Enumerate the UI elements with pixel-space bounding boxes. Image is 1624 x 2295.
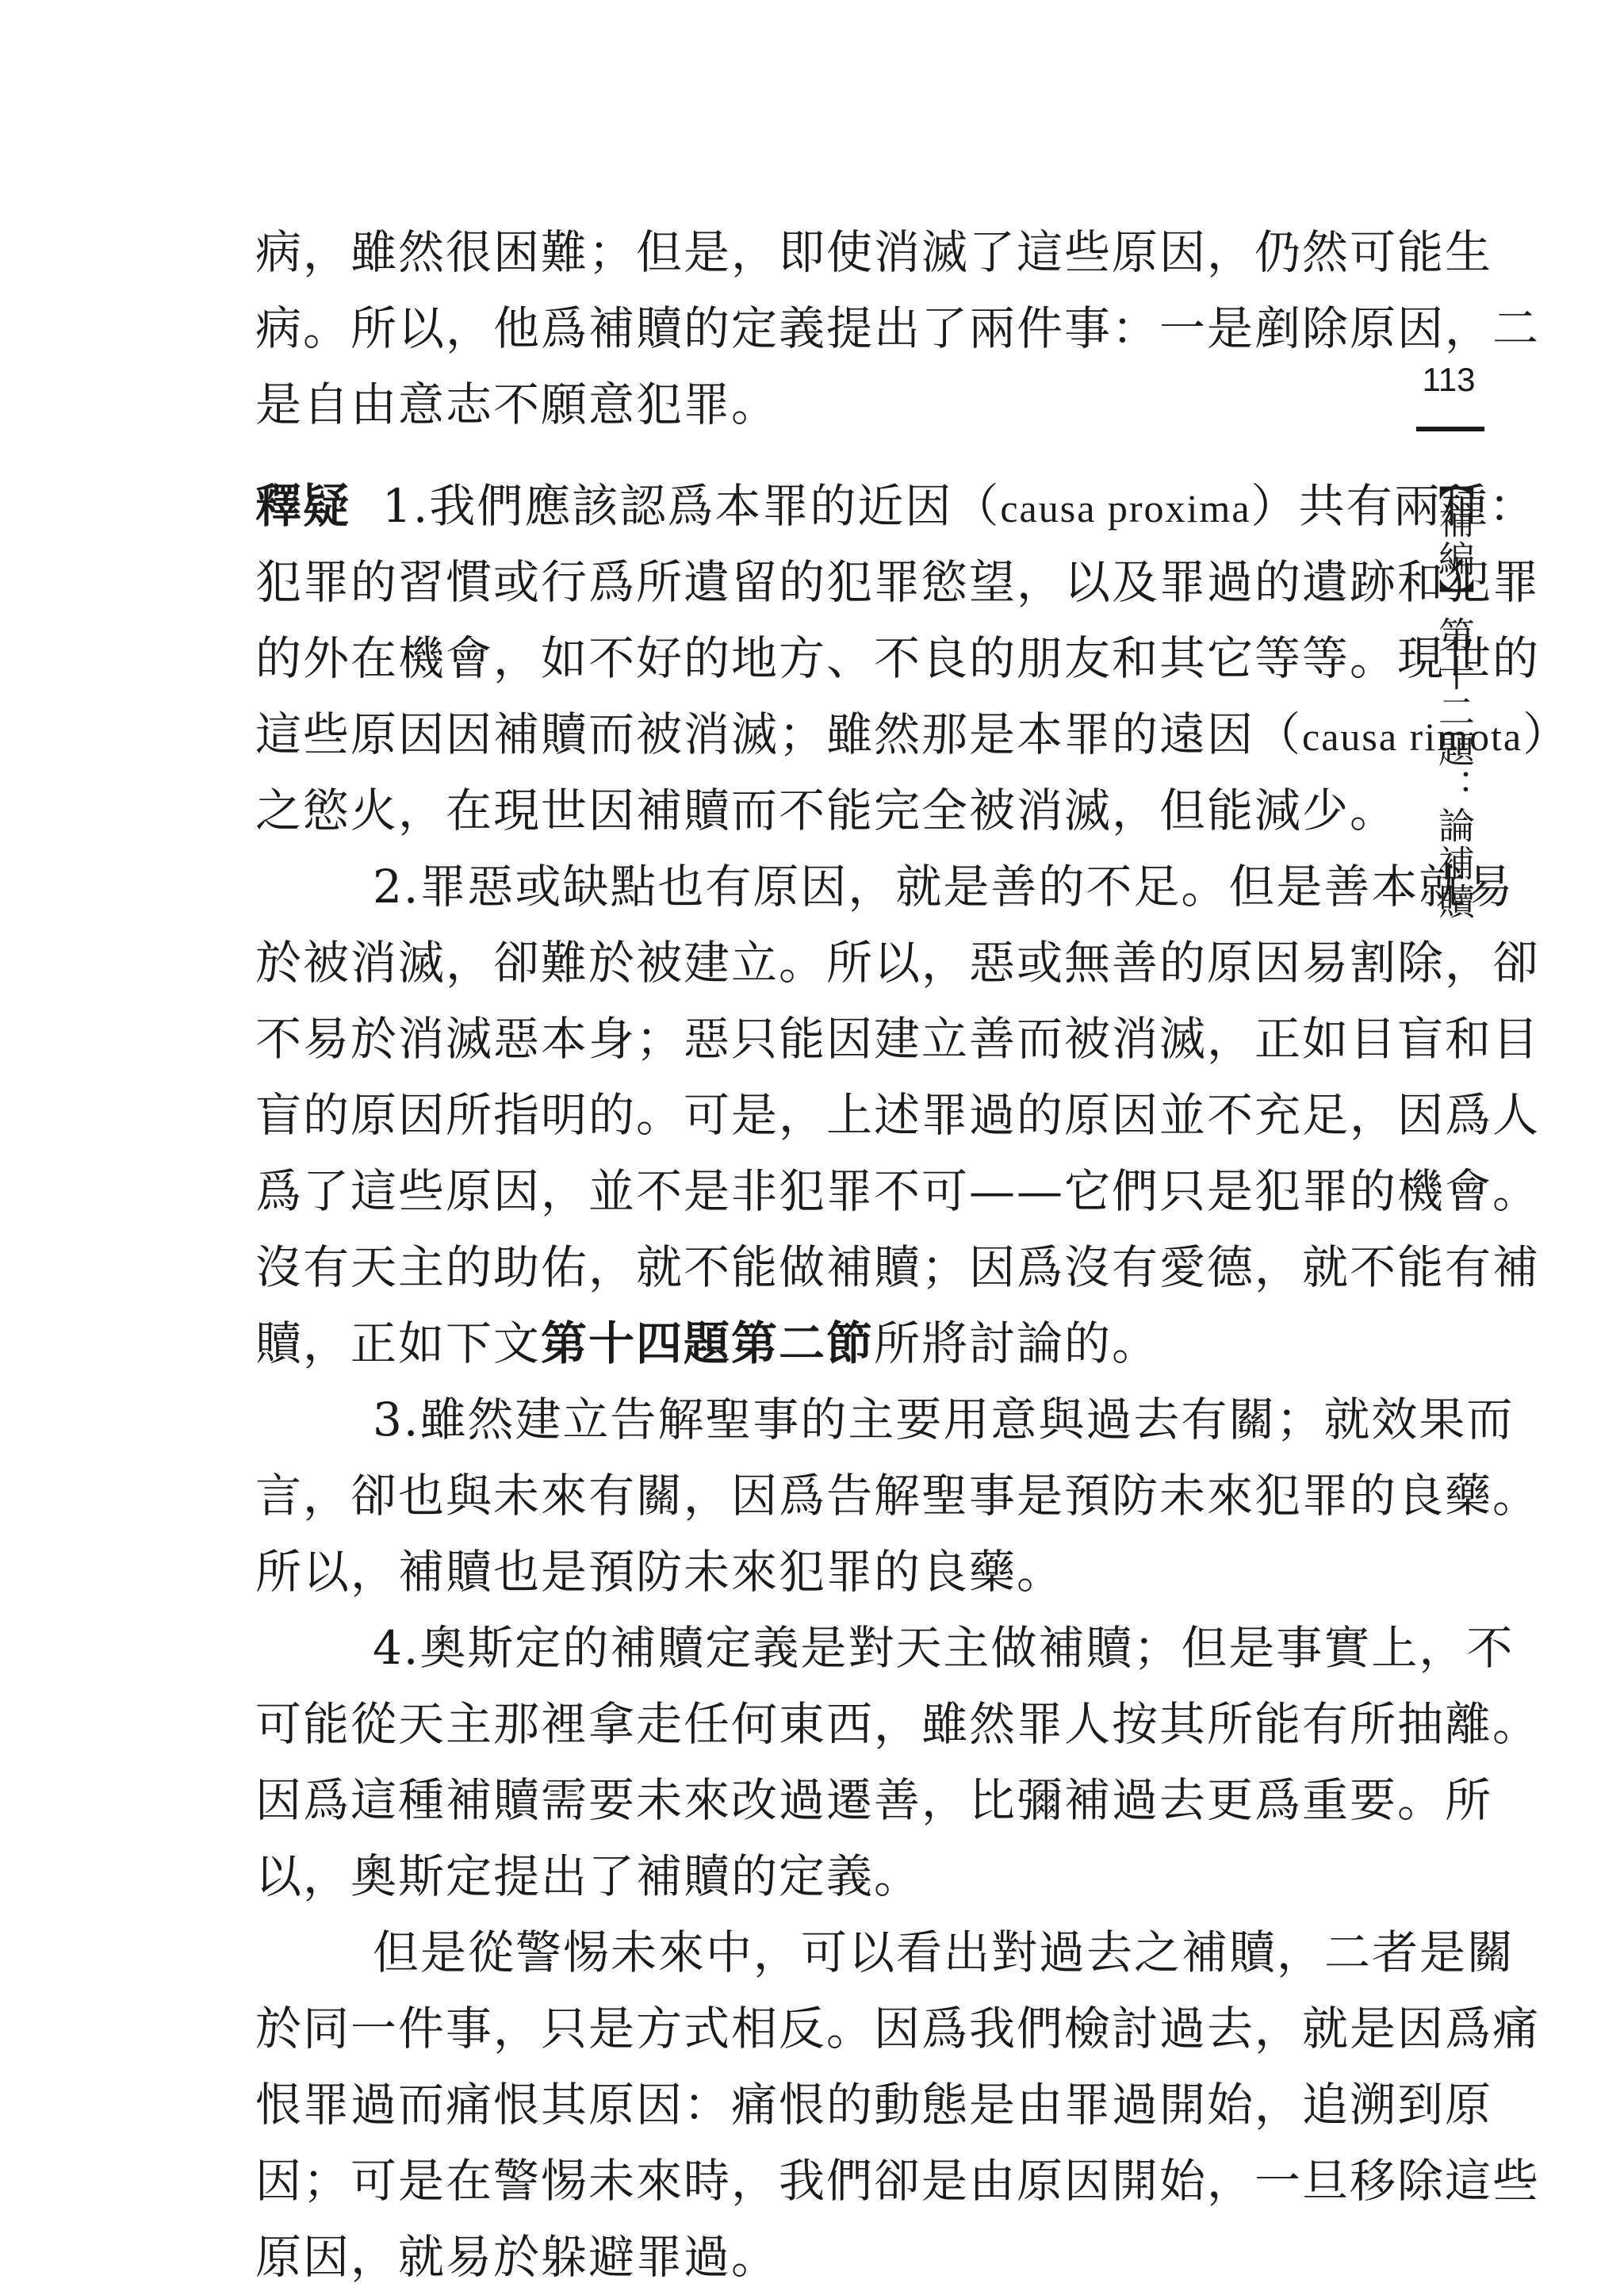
- text-line: [255, 468, 1537, 544]
- cross-reference: 第十四題第二節: [541, 1316, 875, 1370]
- text-line: 盲的原因所指明的。可是，上述罪過的原因並不充足，因爲人: [255, 1088, 1541, 1142]
- reply-4: [255, 1610, 1541, 1914]
- text-line: 原因，就易於躲避罪過。: [255, 2230, 779, 2284]
- text-line: 沒有天主的助佑，就不能做補贖；因爲沒有愛德，就不能有補: [255, 1240, 1541, 1294]
- text-fragment: ）: [1522, 707, 1571, 761]
- text-line: 是自由意志不願意犯罪。: [255, 377, 779, 431]
- latin-term: causa proxima: [1000, 486, 1251, 531]
- text-line: 4.奧斯定的補贖定義是對天主做補贖；但是事實上，不: [373, 1621, 1515, 1675]
- text-line: 於同一件事，只是方式相反。因爲我們檢討過去，就是因爲痛: [255, 2002, 1541, 2056]
- text-line: 犯罪的習慣或行爲所遺留的犯罪慾望，以及罪過的遺跡和犯罪: [255, 555, 1541, 609]
- reply-2: [255, 849, 1541, 1381]
- closing-paragraph: [255, 1914, 1541, 2295]
- text-line: [255, 1305, 1372, 1381]
- text-line: 不易於消滅惡本身；惡只能因建立善而被消滅，正如目盲和目: [255, 1012, 1541, 1066]
- text-line: 因爲這種補贖需要未來改過遷善，比彌補過去更爲重要。所: [255, 1773, 1493, 1827]
- text-line: 之慾火，在現世因補贖而不能完全被消滅，但能減少。: [255, 784, 1398, 837]
- page-number: 113: [1422, 361, 1476, 398]
- text-fragment: 贖，正如下文: [255, 1316, 542, 1370]
- text-line: 但是從警惕未來中，可以看出對過去之補贖，二者是關: [373, 1925, 1515, 1979]
- text-line: 所以，補贖也是預防未來犯罪的良藥。: [255, 1545, 1065, 1599]
- text-line: 因；可是在警惕未來時，我們卻是由原因開始，一旦移除這些: [255, 2154, 1541, 2208]
- page-number-rule: [1416, 427, 1484, 431]
- text-line: 3.雖然建立告解聖事的主要用意與過去有關；就效果而: [373, 1393, 1515, 1446]
- text-line: 於被消滅，卻難於被建立。所以，惡或無善的原因易割除，卻: [255, 936, 1541, 990]
- reply-3: [255, 1381, 1541, 1610]
- text-fragment: 所將討論的。: [874, 1316, 1160, 1370]
- text-line: 病。所以，他爲補贖的定義提出了兩件事：一是剷除原因，二: [255, 301, 1541, 355]
- text-line: 2.罪惡或缺點也有原因，就是善的不足。但是善本就易: [373, 860, 1515, 914]
- text-line: [255, 696, 1571, 772]
- text-fragment: ）共有兩種：: [1251, 479, 1537, 533]
- text-line: 恨罪過而痛恨其原因：痛恨的動態是由罪過開始，追溯到原: [255, 2078, 1493, 2132]
- text-line: 的外在機會，如不好的地方、不良的朋友和其它等等。現世的: [255, 631, 1541, 685]
- text-line: 以，奧斯定提出了補贖的定義。: [255, 1849, 922, 1903]
- text-fragment: 1.我們應該認爲本罪的近因（: [382, 479, 1001, 533]
- text-line: 可能從天主那裡拿走任何東西，雖然罪人按其所能有所抽離。: [255, 1697, 1541, 1751]
- running-head: 【補編】第十二題：論補贖: [1433, 464, 1476, 921]
- text-line: 病，雖然很困難；但是，即使消滅了這些原因，仍然可能生: [255, 225, 1493, 279]
- text-line: 言，卻也與未來有關，因爲告解聖事是預防未來犯罪的良藥。: [255, 1469, 1541, 1523]
- section-label: 釋疑: [255, 479, 351, 533]
- text-fragment: 這些原因因補贖而被消滅；雖然那是本罪的遠因（: [255, 707, 1303, 761]
- text-line: 爲了這些原因，並不是非犯罪不可——它們只是犯罪的機會。: [255, 1164, 1541, 1218]
- latin-term: causa rimota: [1302, 715, 1523, 759]
